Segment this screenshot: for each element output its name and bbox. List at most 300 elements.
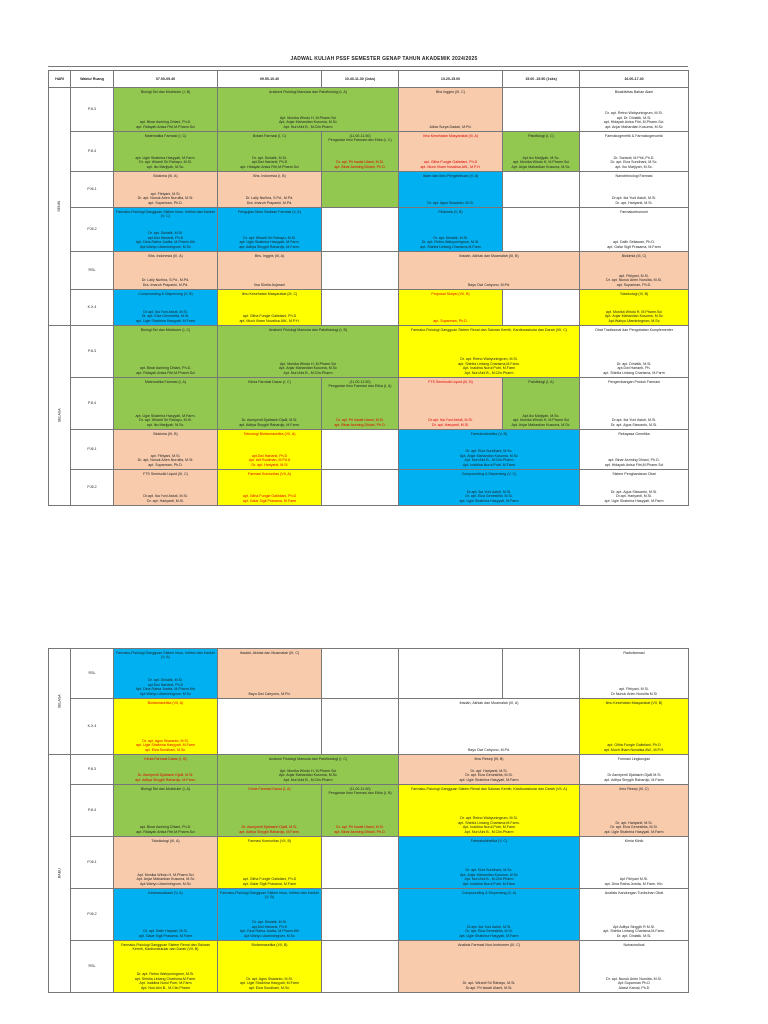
schedule-row xyxy=(49,132,689,172)
course-title: Kimia Farmasi Dasar (I, A) xyxy=(248,786,291,791)
course-cell xyxy=(503,378,580,430)
course-title: Kimia Farmasi Dasar (I, C) xyxy=(248,379,291,384)
course-cell xyxy=(503,132,580,172)
lecturer-list: Dr. Asmiyenti Djaliasrin Djalil, M.Si. apt. Aditya Sinygih Rahardjo, M.Farm. xyxy=(239,825,300,834)
course-title: Farmakoekonomi xyxy=(620,209,648,214)
course-cell xyxy=(322,378,399,430)
course-content xyxy=(400,380,501,428)
course-cell xyxy=(218,941,322,993)
day-label-text: SELASA xyxy=(57,694,62,709)
course-title: Biofarmasetika (VII, A) xyxy=(147,700,184,705)
course-title: Nanoteknologi Farmasi xyxy=(615,173,653,178)
course-cell xyxy=(580,132,689,172)
lecturer-list: apt. Fitriyani, M.Si. Dr. apt. Nunuk Arien Nurulita, M.Si. apt. Suparman, Ph.D. xyxy=(606,273,662,287)
header-cell: 13.20-15.00 xyxy=(399,71,503,88)
schedule-row xyxy=(49,470,689,506)
course-content xyxy=(400,90,501,130)
course-content xyxy=(219,943,320,991)
lecturer-list: apt. Githa Fungie Galistiani, Ph.D apt. Much Ilham Novalisa AW., M.P.H. xyxy=(420,160,481,169)
course-title: Kewirausahaan (V, A) xyxy=(148,890,183,895)
course-cell xyxy=(322,290,399,326)
course-cell xyxy=(580,837,689,889)
course-cell xyxy=(399,470,580,506)
course-title: Islam dan Ilmu Pengetahuan (V, A) xyxy=(422,173,479,178)
course-cell xyxy=(322,470,399,506)
course-cell xyxy=(114,785,218,837)
lecturer-list: apt. Binar Asrining Dhiani, Ph.D. apt. Hidayah Anisa Fitri,M.Pharm.Sci xyxy=(604,458,664,467)
course-cell xyxy=(114,88,218,132)
lecturer-list: apt. Githa Fungie Galistiani, Ph.D apt. Much Ilham Novalisa AW., M.P.H. xyxy=(239,314,300,323)
course-content xyxy=(219,787,320,835)
lecturer-list: Dr. apt. Agus Siswanto, M.Si. Dr.apt. Hariyanti, M.Si. apt. Ugie Shabrina Hasyyati, M.Farm xyxy=(604,489,664,503)
schedule-row xyxy=(49,837,689,889)
lecturer-list: apt. Suparman, Ph.D. xyxy=(433,318,468,323)
day-label xyxy=(49,88,71,326)
lecturer-list: Dr. apt. Nunuk Arien Nurulita, M.Si. Apt Suparman Ph.D Alasvi Kamal, Ph.D xyxy=(606,976,662,990)
course-cell xyxy=(503,172,580,208)
course-cell xyxy=(322,649,399,699)
course-title: Ilmu Resep (III, B) xyxy=(474,756,504,761)
lecturer-list: Dr. apt. Diniatik, M.Si. Dr. apt. Retno Wahyuningrum, M.Si. apt. Shintia Lintang Charisma,M.Farm xyxy=(420,235,481,249)
course-title: Bhs Inggris (III, C) xyxy=(436,89,465,94)
course-content xyxy=(400,701,578,753)
course-cell xyxy=(399,889,580,941)
course-cell xyxy=(580,430,689,470)
course-content xyxy=(219,210,320,250)
course-cell xyxy=(580,208,689,252)
header-cell: 15.00 -15.50 (1sks) xyxy=(503,71,580,88)
course-content xyxy=(219,380,320,428)
course-cell xyxy=(218,755,399,785)
course-content xyxy=(400,432,578,468)
lecturer-list: Dr. apt. Agus Siswanto, M.Si. xyxy=(427,200,474,205)
lecturer-list: Apt Fitriyani M.Si. apt. Dina Ratna Juwita, M.Farm. Kln. xyxy=(604,877,664,886)
course-title: Rekayasa Genetika xyxy=(618,431,650,436)
lecturer-list: Dr.apt. Ika Yuni Astuti, M.Si. Dr. apt. Elza Genestrita, M.Si. apt. Ugie Shabrina Hasyyati, M.Farm xyxy=(459,924,519,938)
lecturer-list: apt. Binar Asrining Dhiani, Ph.D. apt. Ridayah Anisa Fitri,M.Pharm.Sci xyxy=(136,825,195,834)
lecturer-list: apt. Monika Windu H, M.Pharm.Sci Apt. Anjar Mahardian Kusuma, M.Sc Apt.Wahyu Utaminingrum, M.Sc xyxy=(605,309,663,323)
lecturer-list: Apt.Iko Marjiyah, M.Sc. apt. Monika Windu H, M.Pharm.Sci Apt. Anjar Mahardian Kusuma, M.Sc. xyxy=(511,155,571,169)
course-title: Proposal Skripsi (VII, B) xyxy=(431,291,470,296)
course-content xyxy=(400,472,578,504)
course-content xyxy=(219,701,320,753)
course-cell xyxy=(322,889,399,941)
course-cell xyxy=(580,172,689,208)
course-cell xyxy=(322,252,399,290)
room-label: K.X.4 xyxy=(71,290,114,326)
course-content xyxy=(323,651,397,697)
course-content xyxy=(115,380,216,428)
schedule-row xyxy=(49,88,689,132)
course-content xyxy=(115,757,216,783)
course-title: Matematika Farmasi (I, C) xyxy=(144,133,187,138)
course-cell xyxy=(580,88,689,132)
course-title: Obat Tradisional dan Pengobatan Komplementer xyxy=(595,327,673,332)
lecturer-list: Dr.apt. Ika Yuni Astuti, M.Si. Dr. apt. Hariyanti, M.Si. xyxy=(428,418,473,427)
course-cell xyxy=(322,208,399,252)
header-cell: HARI xyxy=(49,71,71,88)
course-cell xyxy=(399,252,580,290)
course-content xyxy=(115,254,216,288)
course-cell xyxy=(218,208,322,252)
lecturer-list: Dr.apt. Ika Yuni Astuti, M.Si. Dr. apt. Elza Genestrita, M.Si. apt. Ugie Shabrina Hasyyati, M.Farm xyxy=(136,309,195,323)
course-cell xyxy=(218,290,322,326)
lecturer-list: Allow Surya Dadari, M.Pd. xyxy=(429,124,472,129)
course-content xyxy=(504,380,578,428)
lecturer-list: Dr. apt. Hariyanti, M.Si. Dr. apt. Elza Genestrita, M.Si. apt. Ugie Shabrina Hasyyati, M.Farm xyxy=(604,820,664,834)
course-content xyxy=(219,134,320,170)
lecturer-list: apt. Dalih Setiawan, Ph.D. apt. Galar Sigit Prasama, M.Farm xyxy=(607,240,661,249)
course-cell xyxy=(114,172,218,208)
course-title: Farmakogenetik & Farmakogenomik xyxy=(605,133,663,138)
course-title: Biokimia (III, B) xyxy=(153,431,178,436)
course-cell xyxy=(322,172,399,208)
course-cell xyxy=(114,290,218,326)
course-title: Patofiologi (I, C) xyxy=(528,133,554,138)
course-title: Farmako-Fisiologi Gangguan Sistem Renal dan Saluran Kemih, Kardiovaskular dan Darah (VII, C) xyxy=(410,327,568,332)
lecturer-list: apt. Ugie Shabrina Hasyyati, M.Farm. Dr. apt. Wiranti Sri Rahayu, M.Si. apt. Iko Marjiyah, M.Sc. xyxy=(135,155,196,169)
course-content xyxy=(400,328,578,376)
room-label: P.8.3 xyxy=(71,755,114,785)
course-title: FTS Semisolid Liquid (III, B) xyxy=(428,379,473,384)
lecturer-list: apt. Githa Fungie Galistiani, Ph.D apt. Galar Sigit Prasama, M.Farm xyxy=(242,494,297,503)
course-content xyxy=(504,90,578,130)
schedule-row xyxy=(49,430,689,470)
course-title: Farmasi Komunitas (VII, A) xyxy=(248,471,291,476)
lecturer-list: Apt. Monika Windu H, M.Pharm.Sci Apt. Anjar Mahardian Kusuma, M.Sc Apt. Nuri Aini B., M.Clin.Pharm xyxy=(279,361,337,375)
lecturer-list: apt.Dwi Hartanti, Ph.D Apt. Arif Budiman, M.Pd.A Dr. apt. Hariyanti, M.Si xyxy=(248,453,291,467)
course-content xyxy=(581,328,687,376)
course-cell xyxy=(399,649,503,699)
course-cell xyxy=(322,132,399,172)
schedule-table-2 xyxy=(48,648,689,993)
course-cell xyxy=(580,290,689,326)
course-content xyxy=(115,701,216,753)
course-content xyxy=(581,891,687,939)
room-label: K.X.4 xyxy=(71,699,114,755)
header-cell: Waktu/ Ruang xyxy=(71,71,114,88)
lecturer-list: Dr Asmiyenti Djaliasrin Djalil M.Si apt. Aditya Sinygih Rahardjo, M.Farm xyxy=(604,773,664,782)
course-content xyxy=(400,174,501,206)
course-title: Kimia Klinik xyxy=(624,838,644,843)
course-title: Anatomi Fisiologi Manusia dan Patofisiologi (I, A) xyxy=(269,89,347,94)
course-cell xyxy=(580,252,689,290)
course-title: Toksikologi (III, A) xyxy=(151,838,180,843)
course-content xyxy=(504,174,578,206)
course-cell xyxy=(218,88,399,132)
course-content xyxy=(323,701,397,753)
course-content xyxy=(400,134,501,170)
course-content xyxy=(581,210,687,250)
room-label: P.8.4 xyxy=(71,785,114,837)
lecturer-list: Apt Aditya Singgih R M.Si. apt. Shintia Lintang Charisma,M.Farm. Dr. apt. Diniatik, M.Si. xyxy=(603,924,665,938)
course-cell xyxy=(322,430,399,470)
course-title: (11.00-11.50) Pengantar Ilmu Farmasi dan Etika (I, C) xyxy=(328,133,392,143)
course-title: Ibadah, Akhlak dan Muamalah (III, A) xyxy=(459,700,519,705)
lecturer-list: Dr. apt. Dalih Hapsari, M.Si. apt. Galar Sigit Prasama, M.Farm xyxy=(138,929,193,938)
course-content xyxy=(581,757,687,783)
course-title: Ilmu Kesehatan Masyarakat (III, A) xyxy=(422,133,479,138)
course-cell xyxy=(580,941,689,993)
course-cell xyxy=(218,889,322,941)
course-content xyxy=(219,328,397,376)
lecturer-list: apt. Ugie Shabrina Hasyyati, M.Farm. Dr. apt. Wiranti Sri Rahayu, M.Si. apt. Iko Marjiyah, M.Sc. xyxy=(135,413,196,427)
course-title: Farmasi Komunitas (VII, B) xyxy=(247,838,292,843)
course-content xyxy=(581,292,687,324)
course-title: Biokimia (III, A) xyxy=(153,173,178,178)
course-title: Compounding & Dispensing (V, C) xyxy=(461,471,517,476)
course-cell xyxy=(322,941,399,993)
course-cell xyxy=(114,699,218,755)
lecturer-list: apt. Fitriyani, M.Si. Dr Nunuk Arien Nurulita M.Si xyxy=(611,687,657,696)
course-content xyxy=(115,134,216,170)
lecturer-list: Dr. apt. Retno Wahyuningrum, M.Si. apt. Shintia Lintang Charisma,M.Farm. Apt. Inaldina Nurul Putri, M.Farm Apt. Nuri Aini B., M.Clin.Pharm xyxy=(458,816,520,834)
course-content xyxy=(115,891,216,939)
schedule-row xyxy=(49,889,689,941)
course-content xyxy=(400,254,578,288)
course-cell xyxy=(218,785,322,837)
course-content xyxy=(581,472,687,504)
course-content xyxy=(323,380,397,428)
room-label: P.8.4 xyxy=(71,132,114,172)
course-content xyxy=(504,134,578,170)
course-title: Bhs. Inggris (III, A) xyxy=(254,253,285,258)
course-title: Farmako-Fisiologi Gangguan Sistem Renal dan Saluran Kemih, Kardiovaskular dan Darah (VII, B) xyxy=(120,942,211,952)
course-title: Nutraceutical xyxy=(623,942,645,947)
lecturer-list: Apt.Iko Marjiyah, M.Sc. apt. Monika Windu H, M.Pharm.Sci Apt. Anjar Mahardian Kusuma, M.Sc. xyxy=(511,413,571,427)
lecturer-list: Dr. apt. Retno Wahyuningrum, M.Si. apt. Shintia Lintang Charisma,M.Farm. Apt. Inaldina Nurul Putri, M.Farm Apt. Nuri Aini B., M.Clin.Pharm xyxy=(458,357,520,375)
course-title: Anatomi Fisiologi Manusia dan Patofisiologi (I, B) xyxy=(268,327,348,332)
course-title: Ilmu Kesehatan Masyarakat (III, C) xyxy=(241,291,298,296)
lecturer-list: Dr. Asmiyenti Djaliasrin Djalil, M.Si. apt. Aditya Sinygih Rahardjo, M.Farm. xyxy=(239,418,300,427)
course-cell xyxy=(399,290,503,326)
course-cell xyxy=(114,208,218,252)
room-label: PJ6.2 xyxy=(71,470,114,506)
room-label: RSL xyxy=(71,252,114,290)
lecturer-list: Dr. apt. Elza Sundhani, M.Sc. Apt. Anjar Mahardian Kusuma, M.Sc Apt. Nuri Aini B., M.Clin.Pharm Apt. Inaldina Nurul Putri, M.Farm xyxy=(460,868,518,886)
course-title: Biofarmasetika (VII, B) xyxy=(251,942,288,947)
course-content xyxy=(115,943,216,991)
course-content xyxy=(581,380,687,428)
course-content xyxy=(219,891,320,939)
lecturer-list: Dr.apt. Ika Yuni Astuti, M.Si. Dr. apt. Elza Genestrita, M.Si. apt. Ugie Shabrina Hasyyati, M.Farm xyxy=(459,489,519,503)
course-content xyxy=(219,651,320,697)
course-title: Bhs. Indonesia (I, B) xyxy=(253,173,286,178)
course-content xyxy=(219,432,320,468)
course-content xyxy=(323,891,397,939)
course-title: Biologi Sel dan Molekuler (I, A) xyxy=(140,786,191,791)
course-title: Biologi Sel dan Molekuler (I, C) xyxy=(140,327,191,332)
course-content xyxy=(323,210,397,250)
course-cell xyxy=(399,378,503,430)
lecturer-list: apt. Binar Asrining Dhiani, Ph.D. apt. Ridayah Anisa Fitri,M.Pharm.Sci xyxy=(136,120,195,129)
header-cell: 10.40-11.30 (1sks) xyxy=(322,71,399,88)
lecturer-list: Dr.apt. Ika Yuni Astuti, M.Si. Dr. apt. Hariyanti, M.Si. xyxy=(143,494,188,503)
course-title: Sistem Penghantaran Obat xyxy=(612,471,656,476)
course-cell xyxy=(399,785,580,837)
course-cell xyxy=(322,785,399,837)
course-title: Farmako-Fisiologi Gangguan Sistem Imun, Infeksi dan Kanker (V, C) xyxy=(115,209,216,219)
course-content xyxy=(400,787,578,835)
course-title: Farmakokinetika (V, B) xyxy=(470,431,508,436)
course-content xyxy=(400,839,578,887)
schedule-row xyxy=(49,326,689,378)
course-content xyxy=(115,174,216,206)
course-content xyxy=(581,839,687,887)
course-title: Farmakokinetika (V, C) xyxy=(470,838,508,843)
course-content xyxy=(115,651,216,697)
room-label: P.8.4 xyxy=(71,378,114,430)
lecturer-list: Dr. apt. Pri Iswati Utami, M.Si. apt. Binar Asrining Dhiani, Ph.D. xyxy=(334,160,386,169)
course-title: Biokimia (III, C) xyxy=(621,253,647,258)
course-content xyxy=(400,757,578,783)
lecturer-list: Dr. apt. Agus Siswanto, M.Si. apt. Ugie Shabrina Hasyyati, M.Farm apt. Elza Sundhani, M.Sc. xyxy=(240,976,299,990)
course-title: Matematika Farmasi (I, A) xyxy=(144,379,187,384)
course-content xyxy=(504,651,578,697)
lecturer-list: Dr. Laily Nurlina, S.Pd., M.Pd. Dra. Imaroh Prapanki, M.Pd. xyxy=(245,196,294,205)
room-label: RSL xyxy=(71,941,114,993)
course-content xyxy=(115,90,216,130)
course-content xyxy=(219,292,320,324)
course-content xyxy=(581,701,687,753)
course-cell xyxy=(503,208,580,252)
course-content xyxy=(115,328,216,376)
course-title: Analisis Kandungan Tumbuhan Obat xyxy=(604,890,664,895)
lecturer-list: Dr. Sarianti, M.Phil.,Ph.D. Dr. apt. Elza Sundhani, M.Sc. apt. Iko Marjiyah, M.Sc. xyxy=(610,155,658,169)
course-cell xyxy=(322,837,399,889)
course-cell xyxy=(114,941,218,993)
room-label: PJ6.1 xyxy=(71,172,114,208)
course-content xyxy=(219,254,320,288)
course-title: Ibadah, Akhlak dan Muamalah (III, B) xyxy=(459,253,519,258)
course-content xyxy=(323,292,397,324)
header-cell: 07.00-09.40 xyxy=(114,71,218,88)
day-label xyxy=(49,649,71,755)
course-title: Farmako-Fisiologi Gangguan Sistem Renal dan Saluran Kemih, Kardiovaskular dan Darah (VII, A) xyxy=(411,786,567,791)
course-title: Farmako-Fisiologi Gangguan Sistem Imun, Infeksi dan Kanker (V, A) xyxy=(115,650,216,660)
header-cell: 09.50-10.40 xyxy=(218,71,322,88)
course-cell xyxy=(322,699,399,755)
lecturer-list: apt. Githa Fungie Galistiani, Ph.D apt. Much Ilham Novalisa AW., M.P.H. xyxy=(603,743,665,752)
schedule-row xyxy=(49,252,689,290)
lecturer-list: Apt. Monika Windu H, M.Pharm.Sci Apt. Anjar Mahardian Kusuma, M.Sc Apt.Wahyu Utaminingrum, M.Sc xyxy=(136,872,195,886)
course-cell xyxy=(503,649,580,699)
lecturer-list: Dr. apt. Retno Wahyuningrum, M.Si. apt. Shintia Lintang Charisma,M.Farm. Apt. Inaldina Nurul Putri, M.Farm Apt. Nuri Aini B., M.Clin.Pharm xyxy=(134,972,197,990)
schedule-row xyxy=(49,699,689,755)
course-content xyxy=(219,839,320,887)
course-title: (11.00-11.50) Pengantar Ilmu Farmasi dan Etika (I, B) xyxy=(328,786,392,796)
course-content xyxy=(219,90,397,130)
course-cell xyxy=(114,132,218,172)
lecturer-list: Dr. apt. Diniatik, M.Si. apt.Dwi Hartanti, Ph.D Apt. Dina Ratna Juwita, M.Pharm.Kfn Apt.Wahyu Utaminingrum, M.Sc xyxy=(239,920,300,938)
course-content xyxy=(219,174,320,206)
course-cell xyxy=(399,941,580,993)
course-title: Compounding & Dispensing (V, A) xyxy=(461,890,517,895)
course-content xyxy=(400,210,501,250)
course-content xyxy=(581,174,687,206)
schedule-table-1 xyxy=(48,70,689,506)
schedule-row xyxy=(49,785,689,837)
course-cell xyxy=(218,837,322,889)
lecturer-list: Dr. apt. Diniatik, M.Si. apt.Dwi Hartanti, Ph.D Apt. Dina Ratna Juwita, M.Pharm.Kfn Apt.Wahyu Utaminingrum, M.Sc xyxy=(135,678,196,696)
course-cell xyxy=(399,837,580,889)
course-cell xyxy=(218,326,399,378)
schedule-row xyxy=(49,378,689,430)
schedule-row xyxy=(49,941,689,993)
lecturer-list: Apt. Monika Windu H, M.Pharm.Sci Apt. Anjar Mahardian Kusuma, M.Sc Apt. Nuri Aini B., M.Clin.Pharm xyxy=(279,768,337,782)
course-title: Bhs. Indonesia (III, A) xyxy=(148,253,183,258)
course-title: Analisis Farmasi Non-Instrumen (III, C) xyxy=(457,942,521,947)
course-content xyxy=(581,651,687,697)
course-title: Compounding & Dispensing (V, B) xyxy=(138,291,193,296)
course-content xyxy=(581,787,687,835)
course-cell xyxy=(114,430,218,470)
course-title: Botani Farmasi (I, C) xyxy=(252,133,287,138)
course-content xyxy=(323,472,397,504)
lecturer-list: apt. Fitriyani, M.Si. Dr. apt. Nunuk Arien Nurulita, M.Si. apt. Suparman, Ph.D. xyxy=(137,191,194,205)
lecturer-list: Dr. apt. Pri Iswati Utami, M.Si. apt. Binar Asrining Dhiani, Ph.D. xyxy=(334,418,386,427)
schedule-title: JADWAL KULIAH PSSF SEMESTER GENAP TAHUN AKADEMIK 2024/2025 xyxy=(290,56,478,62)
course-title: Ilmu Kesehatan Masyarakat (VII, B) xyxy=(605,700,663,705)
day-label-text: SELASA xyxy=(57,408,62,423)
course-cell xyxy=(114,755,218,785)
course-cell xyxy=(399,172,503,208)
course-title: Fitokimia (V, B) xyxy=(438,209,463,214)
lecturer-list: Dr. apt. Elza Sundhani, M.Sc. Apt. Anjar Mahardian Kusuma, M.Sc Apt. Nuri Aini B., M.Clin.Pharm Apt. Inaldina Nurul Putri, M.Farm xyxy=(460,449,518,467)
course-cell xyxy=(580,889,689,941)
schedule-row xyxy=(49,290,689,326)
course-content xyxy=(400,292,501,324)
lecturer-list: Bayu Dwi Cahyono, M.Pd. xyxy=(468,747,510,752)
lecturer-list: Dr. apt. Pri Iswati Utami, M.Si. apt. Binar Asrining Dhiani, Ph.D. xyxy=(334,825,386,834)
course-cell xyxy=(218,172,322,208)
course-content xyxy=(115,432,216,468)
schedule-row xyxy=(49,649,689,699)
course-content xyxy=(504,210,578,250)
course-content xyxy=(323,432,397,468)
course-content xyxy=(323,943,397,991)
room-label: PJ6.1 xyxy=(71,430,114,470)
schedule-row xyxy=(49,755,689,785)
course-title: Teknologi Biofarmasetika (VII, A) xyxy=(243,431,296,436)
course-content xyxy=(581,134,687,170)
course-cell xyxy=(503,88,580,132)
room-label: PJ6.2 xyxy=(71,208,114,252)
course-cell xyxy=(218,430,322,470)
course-cell xyxy=(218,132,322,172)
course-content xyxy=(400,891,578,939)
course-cell xyxy=(399,755,580,785)
lecturer-list: apt. Githa Fungie Galistiani, Ph.D apt. Galar Sigit Prasama, M.Farm xyxy=(242,877,297,886)
lecturer-list: Dr. Laily Nurlina, S.Pd., M.Pd. Dra. Imaroh Prapanki, M.Pd. xyxy=(141,278,190,287)
lecturer-list: Dr. apt. Diniatik, M.Si. apt.Dwi Hartanti, Ph. apt. Shintia Lintang Charisma, M.Farm xyxy=(603,361,665,375)
course-cell xyxy=(399,699,580,755)
title-divider xyxy=(48,66,688,67)
schedule-row xyxy=(49,172,689,208)
course-title: Bioaktivitas Bahan Alam xyxy=(614,89,654,94)
course-content xyxy=(115,210,216,250)
course-title: Pengembangan Produk Farmasi xyxy=(608,379,660,384)
room-label: P.8.3 xyxy=(71,326,114,378)
course-content xyxy=(504,292,578,324)
course-cell xyxy=(580,326,689,378)
course-content xyxy=(581,254,687,288)
lecturer-list: Dr. Asmiyenti Djaliasrin Djalil, M.Si. apt. Aditya Sinygih Rahardjo, M.Farm. xyxy=(135,773,196,782)
room-label: PJ6.2 xyxy=(71,889,114,941)
course-content xyxy=(115,472,216,504)
course-cell xyxy=(399,326,580,378)
lecturer-list: Apt. Monika Windu H, M.Pharm.Sci Apt. Anjar Mahardian Kusuma, M.Sc Apt. Nuri Aini B., M.Clin.Pharm xyxy=(279,115,337,129)
